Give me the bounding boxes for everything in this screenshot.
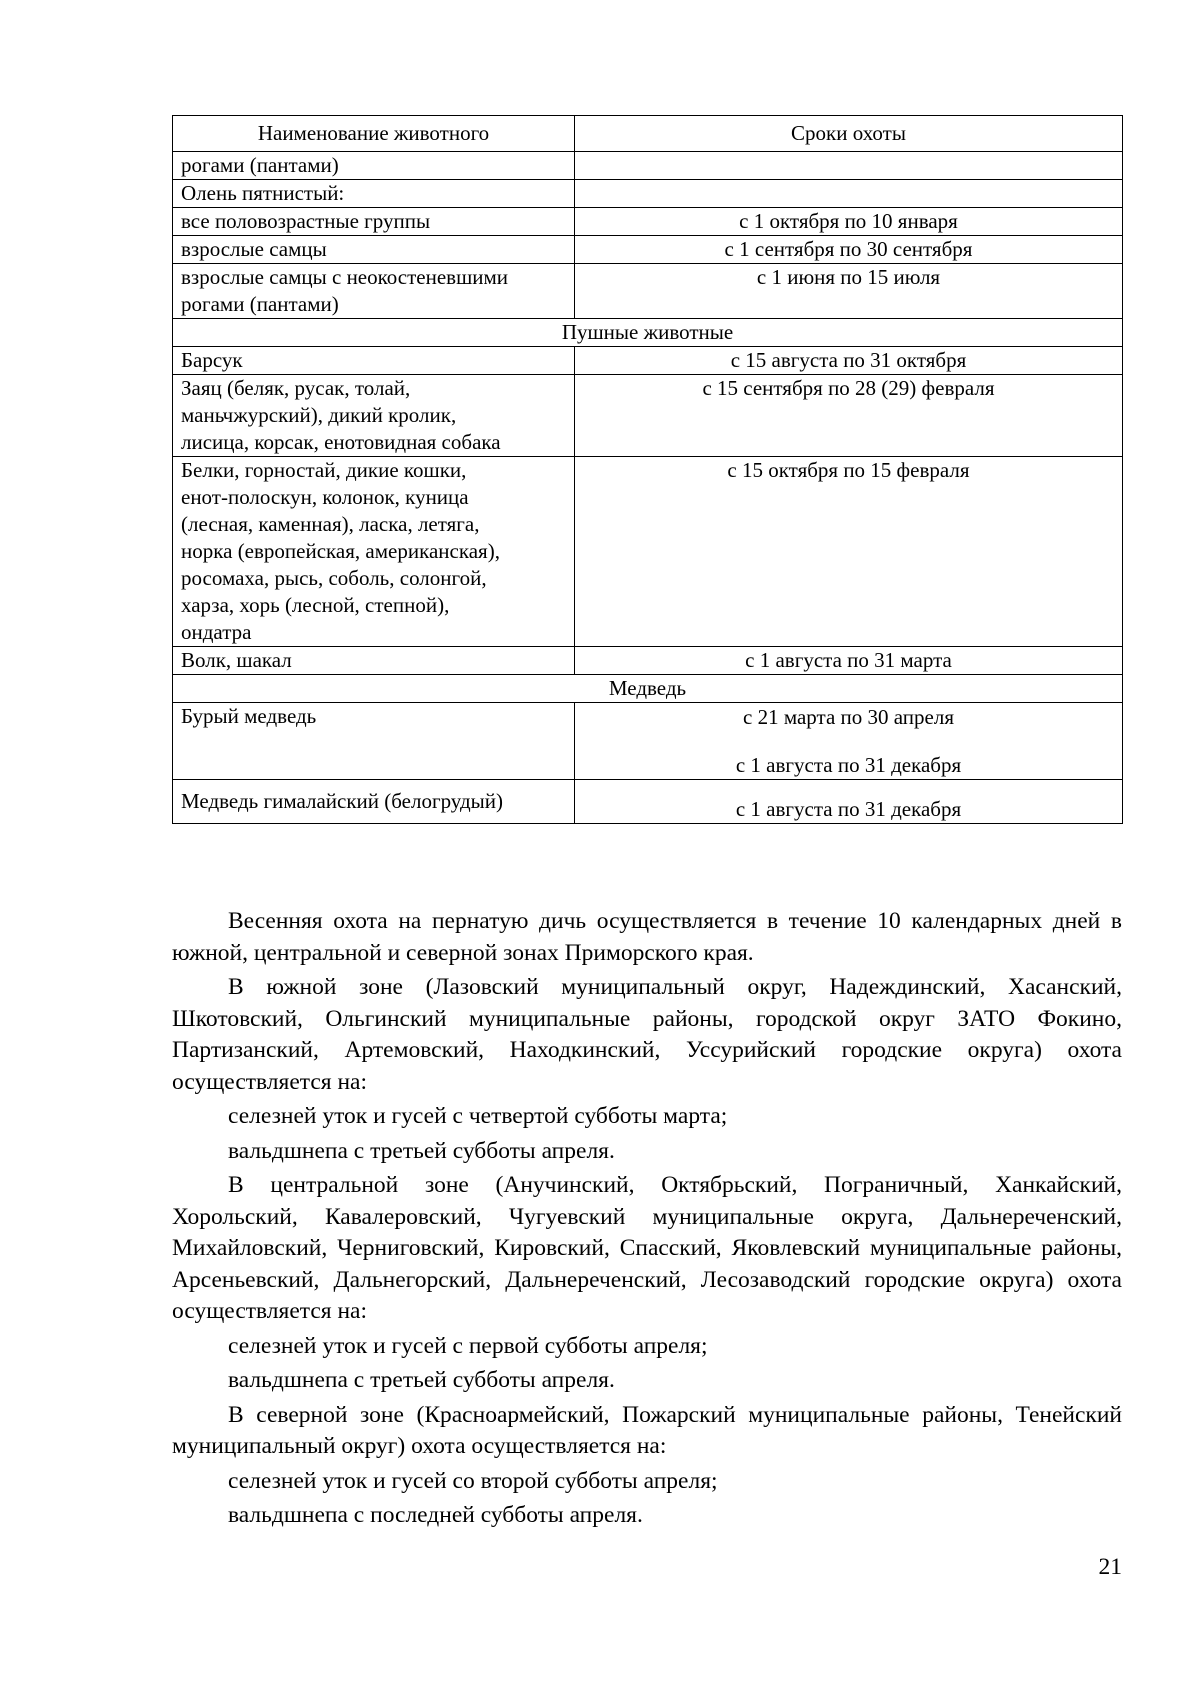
animal-line: рогами (пантами) xyxy=(181,292,339,316)
body-text xyxy=(172,906,1122,1532)
paragraph: В южной зоне (Лазовский муниципальный округ, Надеждинский, Хасанский, Шкотовский, Ольгинский муниципальные районы, городской округ ЗАТО Фокино, Партизанский, Артемовский, Находкинский, Уссурийский городские округа) охота осуществляется на: xyxy=(172,974,1122,1095)
hunting-seasons-table xyxy=(172,115,1123,824)
animal-line: взрослые самцы с неокостеневшими xyxy=(181,265,509,289)
term-cell xyxy=(575,703,1123,780)
table-row xyxy=(173,457,1123,647)
animal-line: харза, хорь (лесной, степной), xyxy=(181,593,450,617)
page-number: 21 xyxy=(1098,1554,1122,1580)
paragraph: Весенняя охота на пернатую дичь осуществляется в течение 10 календарных дней в южной, центральной и северной зонах Приморского края. xyxy=(172,908,1122,966)
term-cell: с 15 октября по 15 февраля xyxy=(575,457,1123,647)
section-row xyxy=(173,319,1123,347)
animal-cell: Олень пятнистый: xyxy=(173,180,575,208)
animal-cell: Волк, шакал xyxy=(173,647,575,675)
list-item: селезней уток и гусей с четвертой субботы марта; xyxy=(228,1103,728,1129)
animal-line: росомаха, рысь, соболь, солонгой, xyxy=(181,566,487,590)
animal-line: маньчжурский), дикий кролик, xyxy=(181,403,457,427)
animal-cell xyxy=(173,264,575,319)
list-item: вальдшнепа с третьей субботы апреля. xyxy=(228,1137,615,1164)
term-cell xyxy=(575,180,1123,208)
animal-cell: Бурый медведь xyxy=(173,703,575,780)
animal-line: Заяц (беляк, русак, толай, xyxy=(181,376,411,400)
animal-line: енот-полоскун, колонок, куница xyxy=(181,485,469,509)
paragraph: В центральной зоне (Анучинский, Октябрьский, Пограничный, Ханкайский, Хорольский, Кавалеровский, Чугуевский муниципальные округа, Дальнереченский, Михайловский, Черниговский, Кировский, Спасский, Яковлевский муниципальные районы, Арсеньевский, Дальнегорский, Дальнереченский, Лесозаводский городские округа) охота осуществляется на: xyxy=(172,1172,1122,1324)
paragraph: В северной зоне (Красноармейский, Пожарский муниципальные районы, Тенейский муниципальный округ) охота осуществляется на: xyxy=(172,1401,1122,1459)
animal-cell: взрослые самцы xyxy=(173,236,575,264)
list-item: селезней уток и гусей с первой субботы апреля; xyxy=(228,1332,708,1359)
term-cell xyxy=(575,152,1123,180)
term-cell: с 1 июня по 15 июля xyxy=(575,264,1123,319)
term-cell: с 1 августа по 31 декабря xyxy=(575,780,1123,824)
term-cell: с 15 сентября по 28 (29) февраля xyxy=(575,375,1123,457)
list-item: вальдшнепа с последней субботы апреля. xyxy=(228,1502,643,1528)
animal-line: (лесная, каменная), ласка, летяга, xyxy=(181,512,480,536)
animal-cell: Барсук xyxy=(173,347,575,375)
list-item: селезней уток и гусей со второй субботы апреля; xyxy=(228,1467,718,1494)
term-cell: с 15 августа по 31 октября xyxy=(575,347,1123,375)
term-line: с 21 марта по 30 апреля xyxy=(743,705,954,729)
term-cell: с 1 октября по 10 января xyxy=(575,208,1123,236)
table-row xyxy=(173,347,1123,375)
animal-line: Белки, горностай, дикие кошки, xyxy=(181,458,467,482)
table-row xyxy=(173,180,1123,208)
animal-line: ондатра xyxy=(181,620,252,644)
header-term: Сроки охоты xyxy=(575,116,1123,152)
animal-cell: рогами (пантами) xyxy=(173,152,575,180)
table-row xyxy=(173,208,1123,236)
list-item: вальдшнепа с третьей субботы апреля. xyxy=(228,1367,615,1393)
table-row xyxy=(173,647,1123,675)
section-row xyxy=(173,675,1123,703)
term-cell: с 1 сентября по 30 сентября xyxy=(575,236,1123,264)
table-header-row xyxy=(173,116,1123,152)
table-row xyxy=(173,703,1123,780)
animal-line: норка (европейская, американская), xyxy=(181,539,500,563)
animal-cell xyxy=(173,457,575,647)
animal-cell xyxy=(173,375,575,457)
header-animal: Наименование животного xyxy=(173,116,575,152)
table-row xyxy=(173,264,1123,319)
section-fur-animals: Пушные животные xyxy=(173,319,1123,347)
table-row xyxy=(173,375,1123,457)
animal-cell: Медведь гималайский (белогрудый) xyxy=(173,780,575,824)
section-bear: Медведь xyxy=(173,675,1123,703)
animal-line: лисица, корсак, енотовидная собака xyxy=(181,430,501,454)
term-cell: с 1 августа по 31 марта xyxy=(575,647,1123,675)
animal-cell: все половозрастные группы xyxy=(173,208,575,236)
table-row xyxy=(173,236,1123,264)
table-row xyxy=(173,780,1123,824)
table-row xyxy=(173,152,1123,180)
term-line: с 1 августа по 31 декабря xyxy=(735,753,962,777)
